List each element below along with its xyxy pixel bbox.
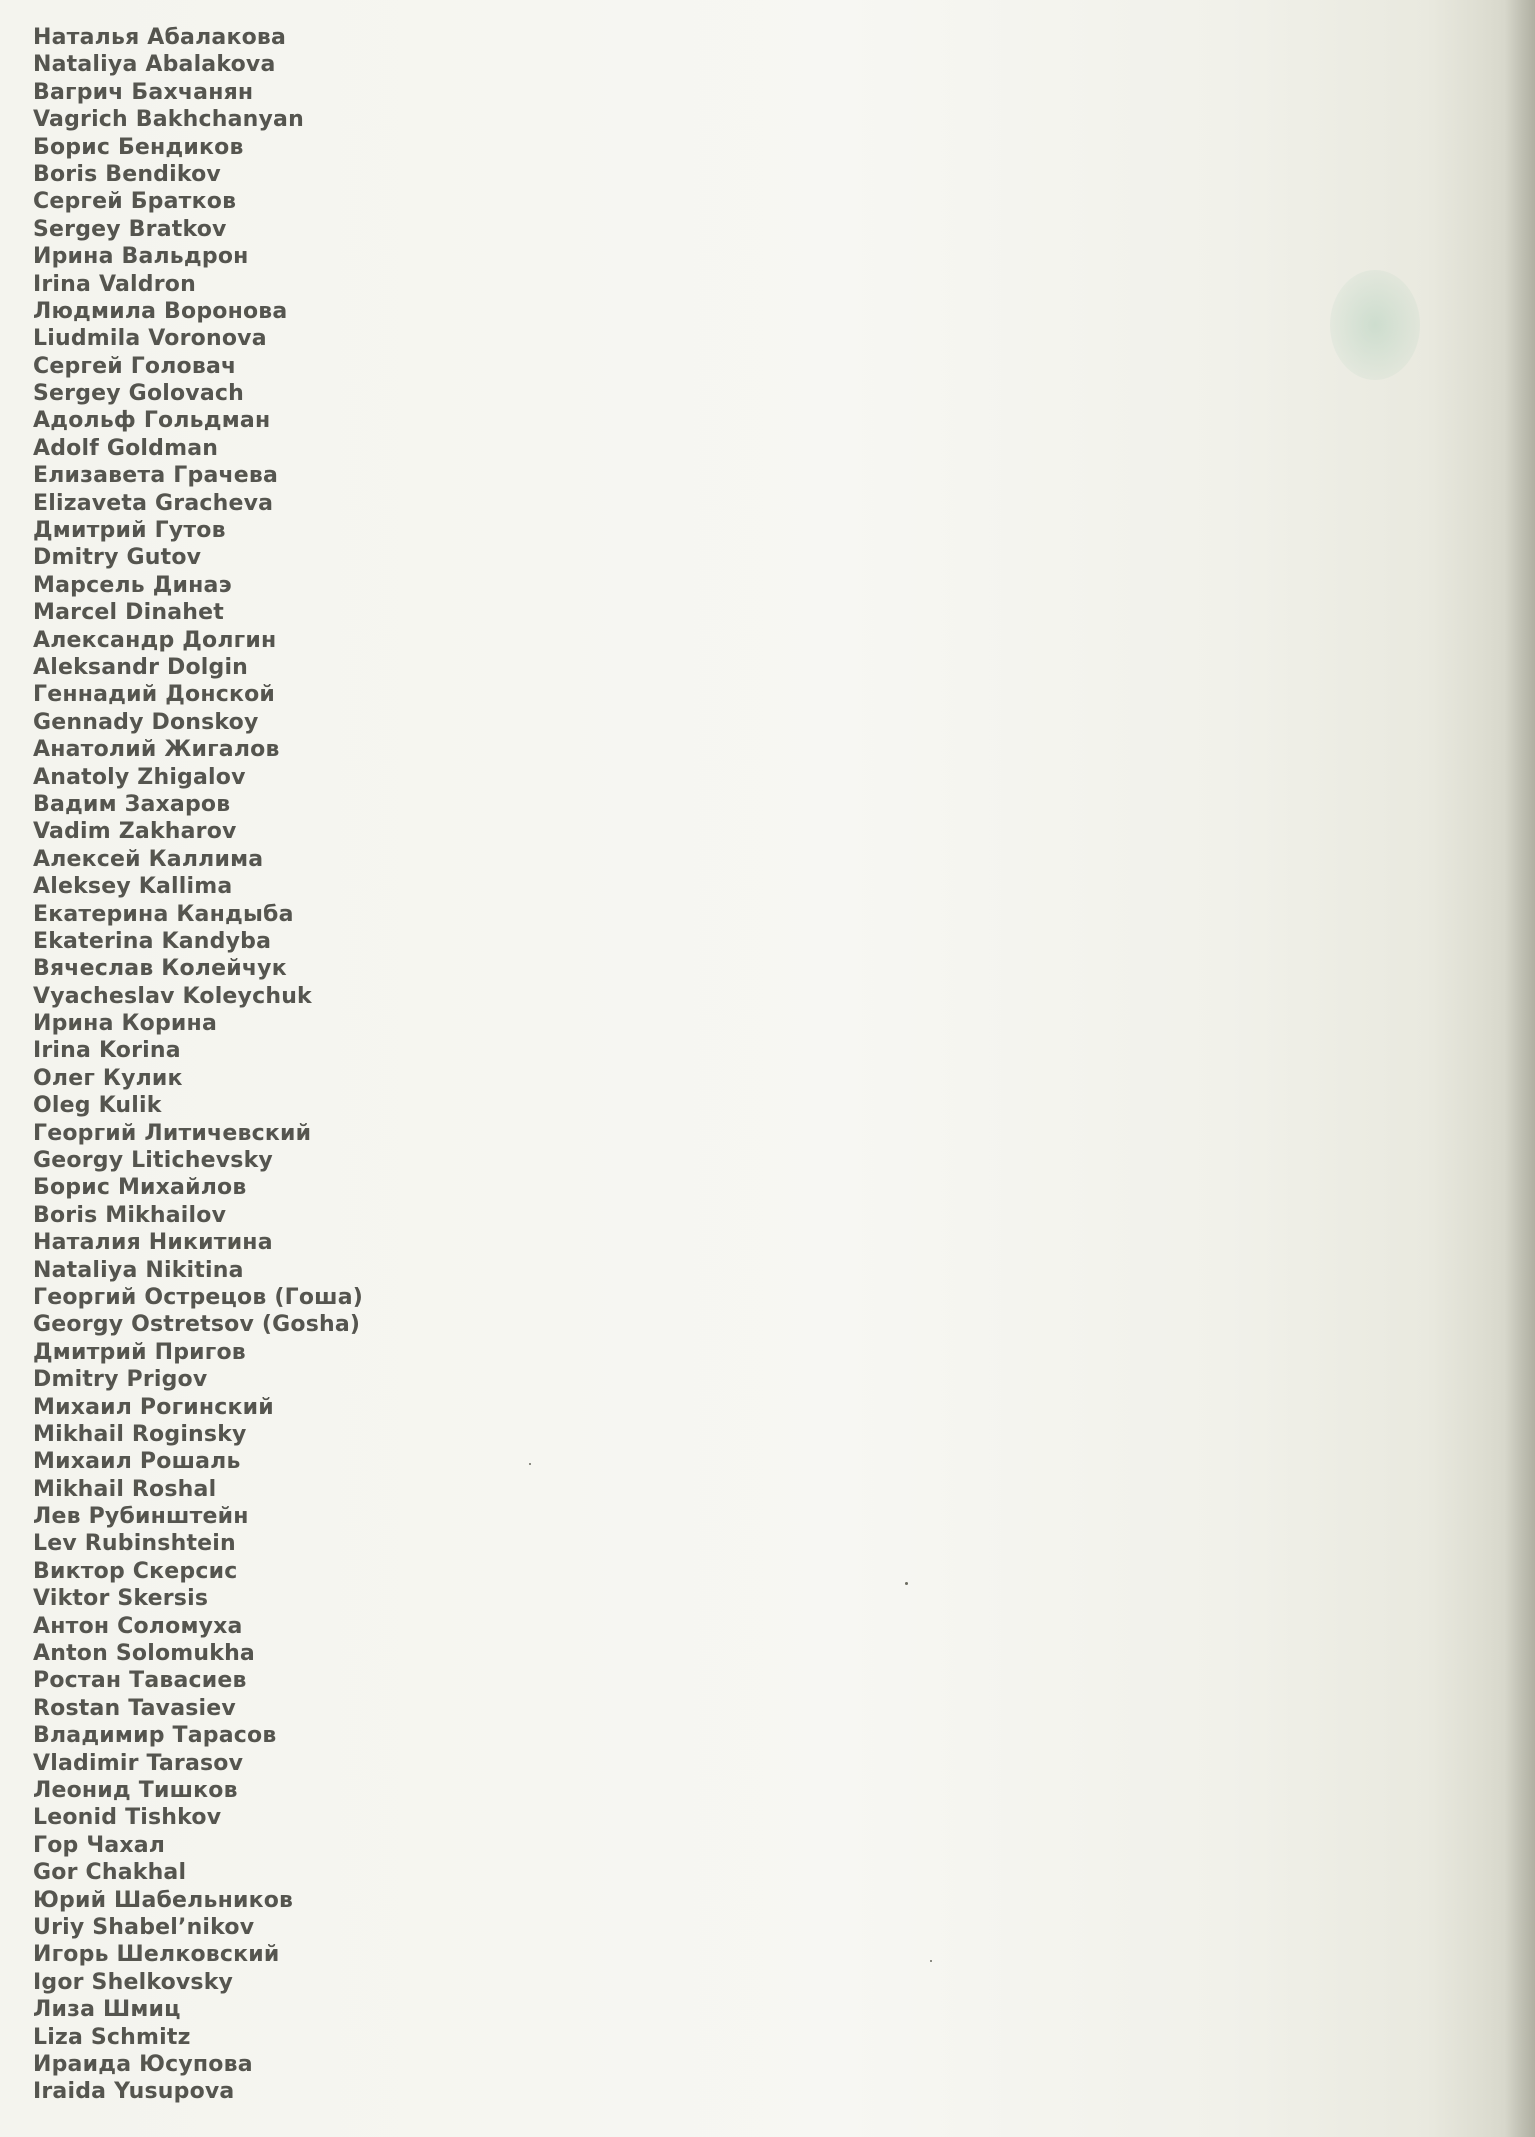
artist-name: Adolf Goldman bbox=[33, 435, 219, 461]
artist-name: Iraida Yusupova bbox=[33, 2079, 235, 2105]
artist-name: Georgy Ostretsov (Gosha) bbox=[33, 1312, 361, 1338]
artist-name: Михаил Рогинский bbox=[33, 1394, 274, 1420]
artist-name: Борис Михайлов bbox=[33, 1175, 247, 1201]
artist-name: Oleg Kulik bbox=[33, 1093, 162, 1119]
artist-name: Vadim Zakharov bbox=[33, 819, 237, 845]
artist-name: Sergey Bratkov bbox=[33, 216, 227, 242]
artist-name: Вагрич Бахчанян bbox=[33, 79, 254, 105]
artist-name: Наталья Абалакова bbox=[33, 25, 287, 50]
artist-name: Gor Chakhal bbox=[33, 1860, 187, 1886]
artist-name: Elizaveta Gracheva bbox=[33, 490, 274, 516]
artist-name: Irina Korina bbox=[33, 1038, 181, 1064]
artist-name: Mikhail Roshal bbox=[33, 1476, 217, 1502]
artist-name: Nataliya Abalakova bbox=[33, 52, 276, 78]
artist-name: Aleksandr Dolgin bbox=[33, 654, 249, 680]
artist-name: Sergey Golovach bbox=[33, 381, 245, 407]
artist-name: Lev Rubinshtein bbox=[33, 1531, 236, 1557]
artist-name: Алексей Каллима bbox=[33, 846, 264, 872]
artist-name: Владимир Тарасов bbox=[33, 1723, 277, 1749]
artist-name: Сергей Братков bbox=[33, 189, 237, 215]
artist-name: Ирина Корина bbox=[33, 1011, 217, 1037]
artist-name: Геннадий Донской bbox=[33, 682, 276, 708]
artist-name: Дмитрий Пригов bbox=[33, 1339, 246, 1365]
artist-name: Aleksey Kallima bbox=[33, 874, 233, 900]
paper-speck bbox=[930, 1960, 932, 1962]
artist-name: Гор Чахал bbox=[33, 1832, 166, 1858]
artist-name: Mikhail Roginsky bbox=[33, 1421, 247, 1447]
artist-name: Сергей Головач bbox=[33, 353, 237, 379]
artist-name: Dmitry Gutov bbox=[33, 545, 202, 571]
artist-name: Олег Кулик bbox=[33, 1065, 183, 1091]
artist-name: Вячеслав Колейчук bbox=[33, 956, 287, 982]
artist-name: Елизавета Грачева bbox=[33, 463, 279, 489]
artist-name: Marcel Dinahet bbox=[33, 600, 224, 626]
paper-stain bbox=[1330, 270, 1420, 380]
artist-name: Антон Соломуха bbox=[33, 1613, 243, 1639]
artist-name: Лиза Шмиц bbox=[33, 1997, 181, 2023]
artist-name: Liza Schmitz bbox=[33, 2024, 191, 2050]
artist-name: Vladimir Tarasov bbox=[33, 1750, 244, 1776]
artist-name: Anton Solomukha bbox=[33, 1641, 255, 1667]
artist-name: Дмитрий Гутов bbox=[33, 518, 226, 544]
artist-name: Екатерина Кандыба bbox=[33, 901, 294, 927]
paper-speck bbox=[905, 1582, 908, 1585]
artist-name: Леонид Тишков bbox=[33, 1778, 238, 1803]
artist-name: Ekaterina Kandyba bbox=[33, 928, 272, 954]
artist-name: Georgy Litichevsky bbox=[33, 1148, 273, 1174]
artist-name: Viktor Skersis bbox=[33, 1586, 209, 1612]
artist-name: Лев Рубинштейн bbox=[33, 1504, 249, 1530]
artist-name: Rostan Tavasiev bbox=[33, 1695, 236, 1721]
artist-name: Irina Valdron bbox=[33, 271, 196, 297]
artist-name: Vagrich Bakhchanyan bbox=[33, 107, 304, 133]
artist-name: Людмила Воронова bbox=[33, 298, 288, 324]
artist-name: Адольф Гольдман bbox=[33, 408, 271, 434]
artist-name: Igor Shelkovsky bbox=[33, 1969, 234, 1995]
artist-name: Юрий Шабельников bbox=[33, 1887, 294, 1913]
artist-name: Михаил Рошаль bbox=[33, 1449, 241, 1475]
artist-name: Игорь Шелковский bbox=[33, 1942, 280, 1968]
artist-name: Boris Bendikov bbox=[33, 161, 221, 187]
artist-name: Gennady Donskoy bbox=[33, 709, 259, 735]
artist-name: Наталия Никитина bbox=[33, 1230, 273, 1256]
artist-name: Uriy Shabel’nikov bbox=[33, 1914, 255, 1940]
artist-name: Марсель Динаэ bbox=[33, 572, 232, 598]
artist-name: Ростан Тавасиев bbox=[33, 1668, 247, 1694]
artist-name: Георгий Литичевский bbox=[33, 1120, 312, 1146]
artist-name: Anatoly Zhigalov bbox=[33, 764, 246, 790]
artist-name: Георгий Острецов (Гоша) bbox=[33, 1284, 364, 1310]
artist-name: Liudmila Voronova bbox=[33, 326, 267, 352]
artist-name: Анатолий Жигалов bbox=[33, 737, 280, 763]
artist-name: Boris Mikhailov bbox=[33, 1202, 227, 1228]
artist-name: Nataliya Nikitina bbox=[33, 1257, 244, 1283]
artist-name: Борис Бендиков bbox=[33, 134, 244, 160]
page-edge-shadow bbox=[1505, 0, 1535, 2137]
artist-name: Ирина Вальдрон bbox=[33, 244, 249, 270]
artist-name: Leonid Tishkov bbox=[33, 1805, 222, 1831]
artist-name: Виктор Скерсис bbox=[33, 1558, 238, 1584]
artist-name: Dmitry Prigov bbox=[33, 1367, 208, 1393]
artist-name: Александр Долгин bbox=[33, 627, 277, 653]
artist-name: Ираида Юсупова bbox=[33, 2051, 253, 2077]
artist-name: Вадим Захаров bbox=[33, 791, 231, 817]
artist-name-list bbox=[33, 24, 363, 2106]
artist-name: Vyacheslav Koleychuk bbox=[33, 983, 312, 1009]
paper-speck bbox=[529, 1463, 531, 1465]
